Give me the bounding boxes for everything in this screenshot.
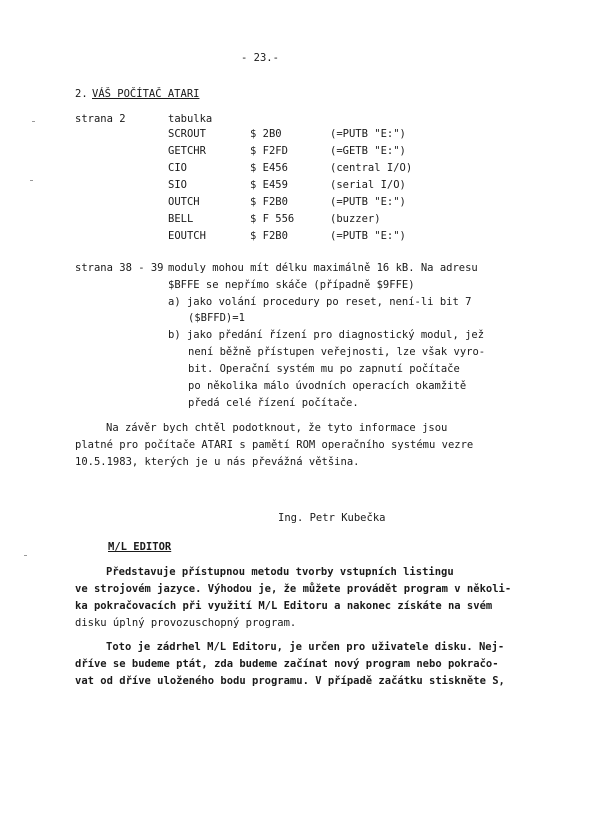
body-line: vat od dříve uloženého bodu programu. V případě začátku stiskněte S,	[75, 675, 505, 687]
body-line: dříve se budeme ptát, zda budeme začínat nový program nebo pokračo-	[75, 658, 499, 670]
routine-name: OUTCH	[168, 196, 200, 208]
routine-note: (buzzer)	[330, 213, 381, 225]
routine-address: $ E456	[250, 162, 288, 174]
scan-mark	[24, 555, 27, 556]
body-line: 10.5.1983, kterých je u nás převážná většina.	[75, 456, 360, 468]
body-line: předá celé řízení počítače.	[188, 397, 359, 409]
body-line: ve strojovém jazyce. Výhodou je, že můžete provádět program v několi-	[75, 583, 512, 595]
body-line: ka pokračovacích při využití M/L Editoru a nakonec získáte na svém	[75, 600, 493, 612]
body-line: $BFFE se nepřímo skáče (případně $9FFE)	[168, 279, 415, 291]
routine-note: (=PUTB "E:")	[330, 128, 406, 140]
routine-note: (central I/O)	[330, 162, 413, 174]
strana-2-label: strana 2	[75, 113, 126, 125]
body-line: Toto je zádrhel M/L Editoru, je určen pro uživatele disku. Nej-	[106, 641, 505, 653]
routine-address: $ F 556	[250, 213, 295, 225]
section-heading-number: 2.	[75, 88, 88, 100]
section-heading: M/L EDITOR	[108, 541, 172, 553]
author-signature: Ing. Petr Kubečka	[278, 512, 386, 524]
body-line: moduly mohou mít délku maximálně 16 kB. Na adresu	[168, 262, 478, 274]
section-heading: VÁŠ POČÍTAČ ATARI	[92, 88, 200, 100]
scan-mark	[30, 180, 33, 181]
routine-name: GETCHR	[168, 145, 206, 157]
body-line: a) jako volání procedury po reset, není-li bit 7	[168, 296, 472, 308]
body-line: platné pro počítače ATARI s pamětí ROM operačního systému vezre	[75, 439, 474, 451]
routine-name: EOUTCH	[168, 230, 206, 242]
routine-address: $ F2B0	[250, 230, 288, 242]
routine-note: (serial I/O)	[330, 179, 406, 191]
routine-address: $ 2B0	[250, 128, 282, 140]
body-line: ($BFFD)=1	[188, 312, 245, 324]
body-line: bit. Operační systém mu po zapnutí počítače	[188, 363, 460, 375]
body-line: není běžně přístupen veřejnosti, lze však vyro-	[188, 346, 486, 358]
routine-note: (=PUTB "E:")	[330, 196, 406, 208]
routine-address: $ F2B0	[250, 196, 288, 208]
body-line: po několika málo úvodních operacích okamžitě	[188, 380, 467, 392]
routine-note: (=GETB "E:")	[330, 145, 406, 157]
body-line: b) jako předání řízení pro diagnostický modul, jež	[168, 329, 485, 341]
routine-name: SIO	[168, 179, 187, 191]
routine-note: (=PUTB "E:")	[330, 230, 406, 242]
table-caption: tabulka	[168, 113, 213, 125]
strana-38-39-label: strana 38 - 39	[75, 262, 164, 274]
routine-name: BELL	[168, 213, 194, 225]
routine-name: SCROUT	[168, 128, 206, 140]
routine-address: $ F2FD	[250, 145, 288, 157]
routine-name: CIO	[168, 162, 187, 174]
body-line: Na závěr bych chtěl podotknout, že tyto informace jsou	[106, 422, 448, 434]
body-line: disku úplný provozuschopný program.	[75, 617, 297, 629]
body-line: Představuje přístupnou metodu tvorby vstupních listingu	[106, 566, 454, 578]
page-number: - 23.-	[241, 52, 279, 64]
scan-mark	[32, 121, 35, 122]
routine-address: $ E459	[250, 179, 288, 191]
